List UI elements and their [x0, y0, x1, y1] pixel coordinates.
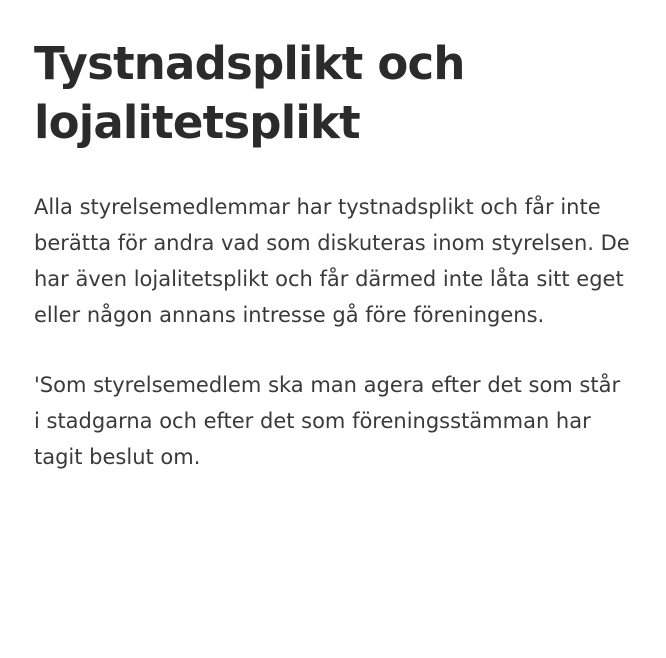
article-body	[34, 189, 632, 476]
article-paragraph: 'Som styrelsemedlem ska man agera efter det som står i stadgarna och efter det som föreningsstämman har tagit beslut om.	[34, 373, 621, 470]
article-paragraph: Alla styrelsemedlemmar har tystnadsplikt och får inte berätta för andra vad som diskuteras inom styrelsen. De har även lojalitetsplikt och får därmed inte låta sitt eget eller någon annans intresse gå före föreningens.	[34, 194, 630, 328]
page-title: Tystnadsplikt och lojalitetsplikt	[34, 37, 465, 150]
